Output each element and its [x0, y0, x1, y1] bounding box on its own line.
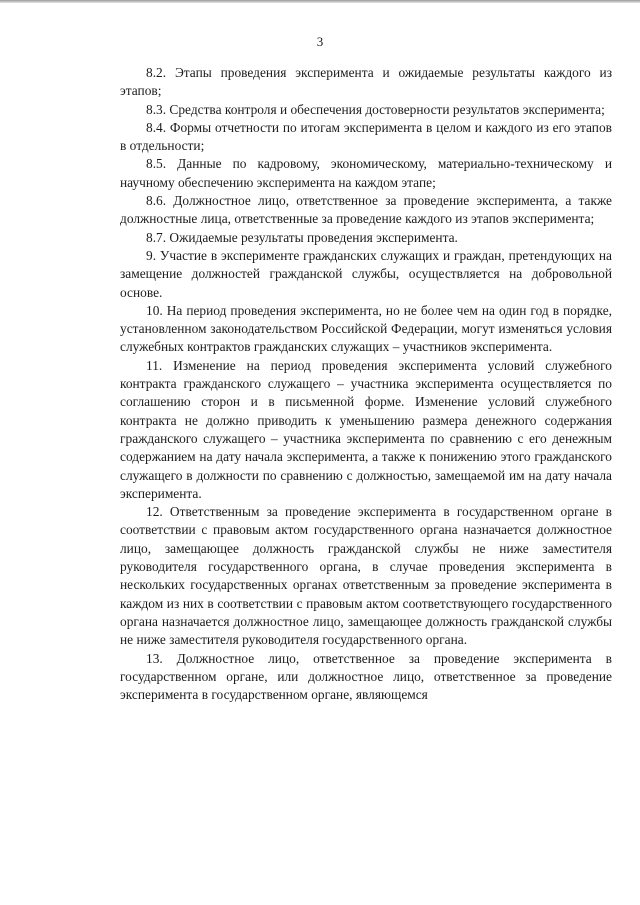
paragraph-10: 10. На период проведения эксперимента, но не более чем на один год в порядке, установленном законодательством Российской Федерации, могут изменяться условия служебных контрактов гражданских служащих – участников эксперимента. [120, 302, 612, 355]
paragraph-13: 13. Должностное лицо, ответственное за проведение эксперимента в государственном органе, или должностное лицо, ответственное за проведение эксперимента в государственном органе, являющемся [120, 650, 612, 703]
paragraph-8-3: 8.3. Средства контроля и обеспечения достоверности результатов эксперимента; [146, 101, 605, 117]
paragraph-12: 12. Ответственным за проведение эксперимента в государственном органе в соответствии с правовым актом государственного органа назначается должностное лицо, замещающее должность гражданской службы не ниже заместителя руководителя государственного органа, в случае проведения эксперимента в нескольких государственных органах ответственным за проведение эксперимента в каждом из них в соответствии с правовым актом соответствующего государственного органа назначается должностное лицо, замещающее должность гражданской службы не ниже заместителя руководителя государственного органа. [120, 504, 612, 648]
paragraph-8-7: 8.7. Ожидаемые результаты проведения эксперимента. [146, 229, 458, 245]
paragraph-11: 11. Изменение на период проведения эксперимента условий служебного контракта гражданского служащего – участника эксперимента осуществляется по соглашению сторон и в письменной форме. Изменение условий служебного контракта не должно приводить к уменьшению размера денежного содержания гражданского служащего – участника эксперимента по сравнению с его денежным содержанием на дату начала эксперимента, а также к понижению этого гражданского служащего в должности по сравнению с должностью, замещаемой им на дату начала эксперимента. [120, 357, 612, 501]
paragraph-8-5: 8.5. Данные по кадровому, экономическому, материально-техническому и научному обеспечению эксперимента на каждом этапе; [120, 156, 612, 190]
scan-top-edge [0, 0, 640, 3]
paragraph-8-2: 8.2. Этапы проведения эксперимента и ожидаемые результаты каждого из этапов; [120, 65, 612, 99]
paragraph-9: 9. Участие в эксперименте гражданских служащих и граждан, претендующих на замещение должностей гражданской службы, осуществляется на добровольной основе. [120, 247, 612, 300]
paragraph-8-4: 8.4. Формы отчетности по итогам эксперимента в целом и каждого из его этапов в отдельности; [120, 119, 612, 154]
paragraph-8-6: 8.6. Должностное лицо, ответственное за проведение эксперимента, а также должностные лица, ответственные за проведение каждого из этапов эксперимента; [120, 193, 612, 227]
document-body [120, 64, 612, 704]
page-number: 3 [316, 34, 324, 49]
